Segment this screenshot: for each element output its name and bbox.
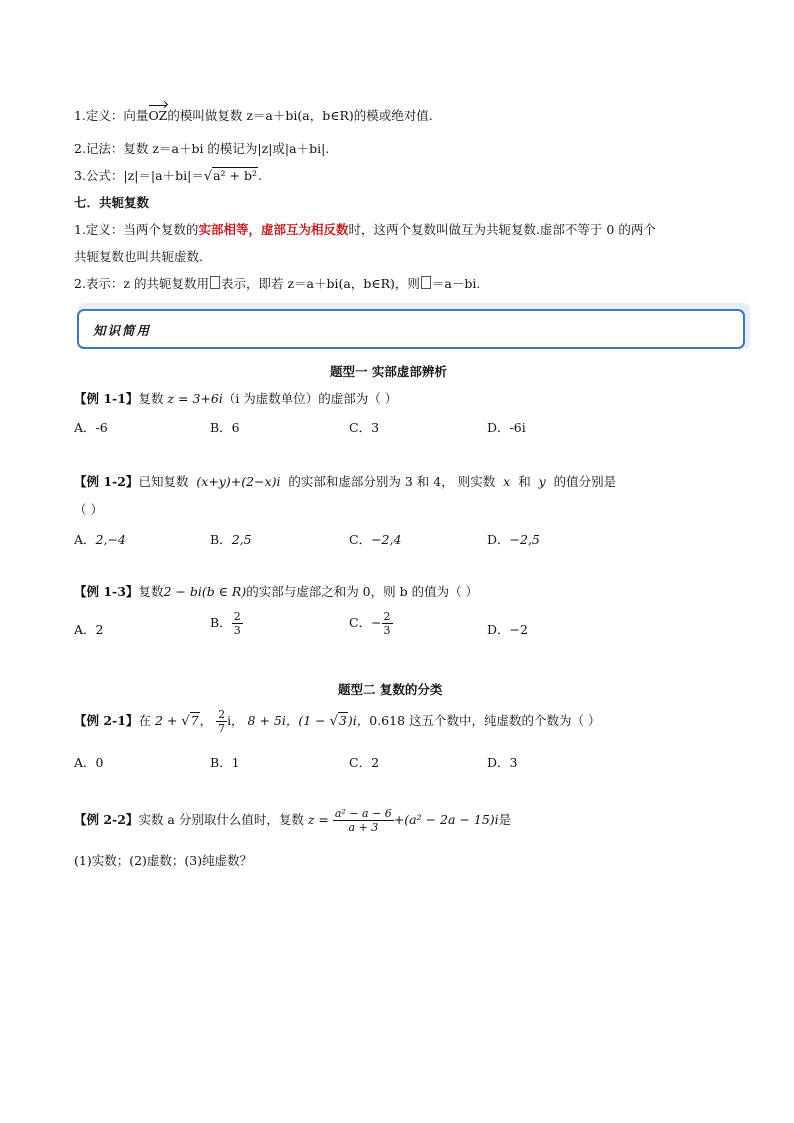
- option-c: C．− $\frac{2}{3}$: [349, 610, 391, 637]
- option-a: A．2,−4: [74, 532, 126, 547]
- option-d: D．3: [487, 755, 518, 770]
- option-a: A．-6: [74, 420, 108, 435]
- section-title-1: 题型一 实部虚部辨析: [330, 364, 447, 379]
- option-b: B． $\frac{2}{3}$: [210, 610, 241, 637]
- conjugate-z-symbol: [210, 276, 220, 289]
- modulus-definition: 1.定义：向量OZ的模叫做复数 z＝a＋bi(a，b∈R)的模或绝对值.: [74, 108, 433, 123]
- option-c: C．3: [349, 420, 380, 435]
- example-1-2: 【例 1-2】已知复数 (x+y)+(2−x)i 的实部和虚部分别为 3 和 4， 则实数 x 和 y 的值分别是: [74, 474, 617, 489]
- conjugate-heading: 七．共轭复数: [74, 195, 150, 210]
- option-d: D．−2: [487, 622, 528, 637]
- example-2-2: 【例 2-2】实数 a 分别取什么值时，复数 z = $\frac{\text{a² − a − 6}}{a + 3}$ +(a² − 2a − 15)i是: [74, 807, 512, 834]
- modulus-formula: 3.公式：|z|＝|a＋bi|＝√a² + b².: [74, 168, 262, 184]
- option-b: B．2,5: [210, 532, 252, 547]
- vector-oz: OZ: [148, 108, 168, 123]
- option-d: D．-6i: [487, 420, 526, 435]
- section-title-2: 题型二 复数的分类: [338, 682, 443, 697]
- example-1-1: 【例 1-1】复数 z = 3+6i（i 为虚数单位）的虚部为（ ）: [74, 391, 398, 406]
- banner-title: 知识简用: [93, 323, 152, 338]
- option-b: B．1: [210, 755, 240, 770]
- example-1-2-paren: （ ）: [74, 502, 103, 517]
- conjugate-z-symbol: [421, 276, 431, 289]
- option-a: A．2: [74, 622, 104, 637]
- option-b: B．6: [210, 420, 240, 435]
- option-c: C．−2,4: [349, 532, 402, 547]
- modulus-notation: 2.记法：复数 z＝a＋bi 的模记为|z|或|a＋bi|.: [74, 141, 330, 156]
- example-1-3: 【例 1-3】复数2 − bi(b ∈ R)的实部与虚部之和为 0，则 b 的值为（ ）: [74, 584, 479, 599]
- option-a: A．0: [74, 755, 104, 770]
- conjugate-definition: 1.定义：当两个复数的实部相等，虚部互为相反数时，这两个复数叫做互为共轭复数.虚部不等于 0 的两个: [74, 222, 656, 237]
- option-d: D．−2,5: [487, 532, 540, 547]
- example-2-1: 【例 2-1】在 2 + √7， $\frac{2}{7}$ i， 8 + 5i，(1 − √3)i，0.618 这五个数中，纯虚数的个数为（ ）: [74, 708, 601, 735]
- example-2-2-parts: (1)实数；(2)虚数；(3)纯虚数？: [74, 853, 253, 868]
- option-c: C．2: [349, 755, 380, 770]
- conjugate-definition-line2: 共轭复数也叫共轭虚数.: [74, 249, 203, 264]
- conjugate-representation: 2.表示：z 的共轭复数用 表示，即若 z＝a＋bi(a，b∈R)，则 ＝a－bi.: [74, 276, 481, 291]
- section-banner: [77, 309, 745, 349]
